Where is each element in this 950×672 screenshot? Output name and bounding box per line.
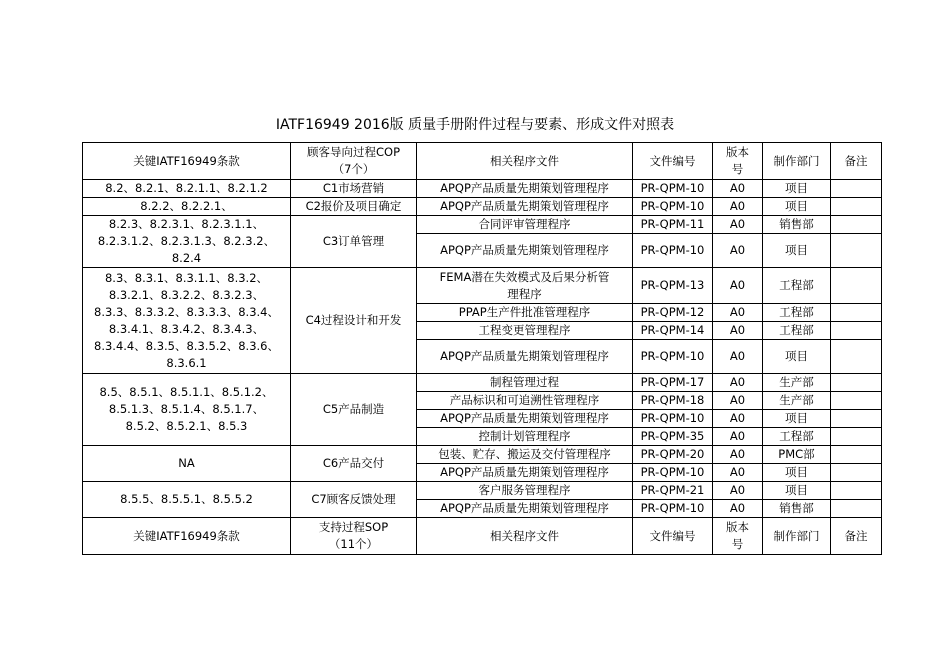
dept-cell: 项目	[763, 234, 831, 268]
remark-cell	[831, 410, 882, 428]
table-row	[83, 198, 882, 216]
doc-no-cell: PR-QPM-10	[633, 340, 713, 374]
procedure-cell: APQP产品质量先期策划管理程序	[417, 180, 633, 198]
version-cell: A0	[713, 464, 763, 482]
version-cell: A0	[713, 392, 763, 410]
procedure-cell: FEMA潜在失效模式及后果分析管 理程序	[417, 268, 633, 304]
version-cell: A0	[713, 446, 763, 464]
doc-no-cell: PR-QPM-21	[633, 482, 713, 500]
table-row	[83, 268, 882, 304]
procedure-cell: 产品标识和可追溯性管理程序	[417, 392, 633, 410]
dept-cell: 项目	[763, 410, 831, 428]
remark-cell	[831, 482, 882, 500]
footer-header-row	[83, 518, 882, 555]
remark-cell	[831, 198, 882, 216]
version-cell: A0	[713, 428, 763, 446]
remark-cell	[831, 322, 882, 340]
document-title: IATF16949 2016版 质量手册附件过程与要素、形成文件对照表	[275, 117, 675, 133]
doc-no-cell: PR-QPM-12	[633, 304, 713, 322]
remark-cell	[831, 464, 882, 482]
header-clause: 关键IATF16949条款	[83, 143, 291, 180]
doc-no-cell: PR-QPM-14	[633, 322, 713, 340]
process-cell: C7顾客反馈处理	[291, 482, 417, 518]
doc-no-cell: PR-QPM-10	[633, 464, 713, 482]
table-row	[83, 374, 882, 392]
clause-process-table	[82, 142, 882, 555]
doc-no-cell: PR-QPM-10	[633, 234, 713, 268]
doc-no-cell: PR-QPM-10	[633, 500, 713, 518]
header-doc-no: 文件编号	[633, 143, 713, 180]
procedure-cell: APQP产品质量先期策划管理程序	[417, 500, 633, 518]
version-cell: A0	[713, 180, 763, 198]
remark-cell	[831, 340, 882, 374]
procedure-cell: APQP产品质量先期策划管理程序	[417, 340, 633, 374]
version-cell: A0	[713, 322, 763, 340]
table-row	[83, 180, 882, 198]
procedure-cell: 工程变更管理程序	[417, 322, 633, 340]
dept-cell: 销售部	[763, 500, 831, 518]
dept-cell: 生产部	[763, 392, 831, 410]
remark-cell	[831, 500, 882, 518]
version-cell: A0	[713, 198, 763, 216]
dept-cell: 生产部	[763, 374, 831, 392]
process-cell: C2报价及项目确定	[291, 198, 417, 216]
table-row	[83, 446, 882, 464]
process-cell: C4过程设计和开发	[291, 268, 417, 374]
remark-cell	[831, 216, 882, 234]
clause-cell: 8.2.2、8.2.2.1、	[83, 198, 291, 216]
procedure-cell: APQP产品质量先期策划管理程序	[417, 464, 633, 482]
procedure-cell: 客户服务管理程序	[417, 482, 633, 500]
dept-cell: 工程部	[763, 428, 831, 446]
version-cell: A0	[713, 234, 763, 268]
version-cell: A0	[713, 374, 763, 392]
header-version: 版本 号	[713, 143, 763, 180]
header-process: 顾客导向过程COP （7个）	[291, 143, 417, 180]
version-cell: A0	[713, 268, 763, 304]
dept-cell: 工程部	[763, 304, 831, 322]
remark-cell	[831, 428, 882, 446]
procedure-cell: 合同评审管理程序	[417, 216, 633, 234]
dept-cell: 项目	[763, 340, 831, 374]
remark-cell	[831, 446, 882, 464]
remark-cell	[831, 180, 882, 198]
procedure-cell: APQP产品质量先期策划管理程序	[417, 198, 633, 216]
remark-cell	[831, 374, 882, 392]
remark-cell	[831, 304, 882, 322]
dept-cell: 工程部	[763, 268, 831, 304]
version-cell: A0	[713, 304, 763, 322]
version-cell: A0	[713, 340, 763, 374]
table-row	[83, 216, 882, 234]
remark-cell	[831, 268, 882, 304]
header-remark: 备注	[831, 143, 882, 180]
process-cell: C1市场营销	[291, 180, 417, 198]
dept-cell: 工程部	[763, 322, 831, 340]
process-cell: C6产品交付	[291, 446, 417, 482]
clause-cell: 8.2.3、8.2.3.1、8.2.3.1.1、 8.2.3.1.2、8.2.3.1.3、8.2.3.2、 8.2.4	[83, 216, 291, 268]
footer-remark: 备注	[831, 518, 882, 555]
doc-no-cell: PR-QPM-17	[633, 374, 713, 392]
version-cell: A0	[713, 482, 763, 500]
doc-no-cell: PR-QPM-13	[633, 268, 713, 304]
table-row	[83, 482, 882, 500]
doc-no-cell: PR-QPM-18	[633, 392, 713, 410]
clause-cell: 8.3、8.3.1、8.3.1.1、8.3.2、 8.3.2.1、8.3.2.2、8.3.2.3、 8.3.3、8.3.3.2、8.3.3.3、8.3.4、 8.3.4.1、8.3.4.2、8.3.4.3、 8.3.4.4、8.3.5、8.3.5.2、8.3.6、 8.3.6.1	[83, 268, 291, 374]
process-cell: C3订单管理	[291, 216, 417, 268]
doc-no-cell: PR-QPM-11	[633, 216, 713, 234]
clause-cell: 8.5、8.5.1、8.5.1.1、8.5.1.2、 8.5.1.3、8.5.1.4、8.5.1.7、 8.5.2、8.5.2.1、8.5.3	[83, 374, 291, 446]
dept-cell: 项目	[763, 464, 831, 482]
version-cell: A0	[713, 410, 763, 428]
procedure-cell: 包装、贮存、搬运及交付管理程序	[417, 446, 633, 464]
dept-cell: 项目	[763, 482, 831, 500]
header-row	[83, 143, 882, 180]
doc-no-cell: PR-QPM-10	[633, 410, 713, 428]
footer-dept: 制作部门	[763, 518, 831, 555]
doc-no-cell: PR-QPM-35	[633, 428, 713, 446]
version-cell: A0	[713, 216, 763, 234]
dept-cell: 项目	[763, 180, 831, 198]
procedure-cell: APQP产品质量先期策划管理程序	[417, 410, 633, 428]
remark-cell	[831, 392, 882, 410]
clause-cell: 8.5.5、8.5.5.1、8.5.5.2	[83, 482, 291, 518]
version-cell: A0	[713, 500, 763, 518]
footer-procedure: 相关程序文件	[417, 518, 633, 555]
footer-version: 版本 号	[713, 518, 763, 555]
header-procedure: 相关程序文件	[417, 143, 633, 180]
procedure-cell: 制程管理过程	[417, 374, 633, 392]
footer-clause: 关键IATF16949条款	[83, 518, 291, 555]
process-cell: C5产品制造	[291, 374, 417, 446]
dept-cell: 销售部	[763, 216, 831, 234]
procedure-cell: PPAP生产件批准管理程序	[417, 304, 633, 322]
dept-cell: PMC部	[763, 446, 831, 464]
footer-process: 支持过程SOP （11个）	[291, 518, 417, 555]
footer-doc-no: 文件编号	[633, 518, 713, 555]
procedure-cell: 控制计划管理程序	[417, 428, 633, 446]
doc-no-cell: PR-QPM-10	[633, 180, 713, 198]
doc-no-cell: PR-QPM-10	[633, 198, 713, 216]
dept-cell: 项目	[763, 198, 831, 216]
doc-no-cell: PR-QPM-20	[633, 446, 713, 464]
procedure-cell: APQP产品质量先期策划管理程序	[417, 234, 633, 268]
clause-cell: 8.2、8.2.1、8.2.1.1、8.2.1.2	[83, 180, 291, 198]
remark-cell	[831, 234, 882, 268]
clause-cell: NA	[83, 446, 291, 482]
header-dept: 制作部门	[763, 143, 831, 180]
